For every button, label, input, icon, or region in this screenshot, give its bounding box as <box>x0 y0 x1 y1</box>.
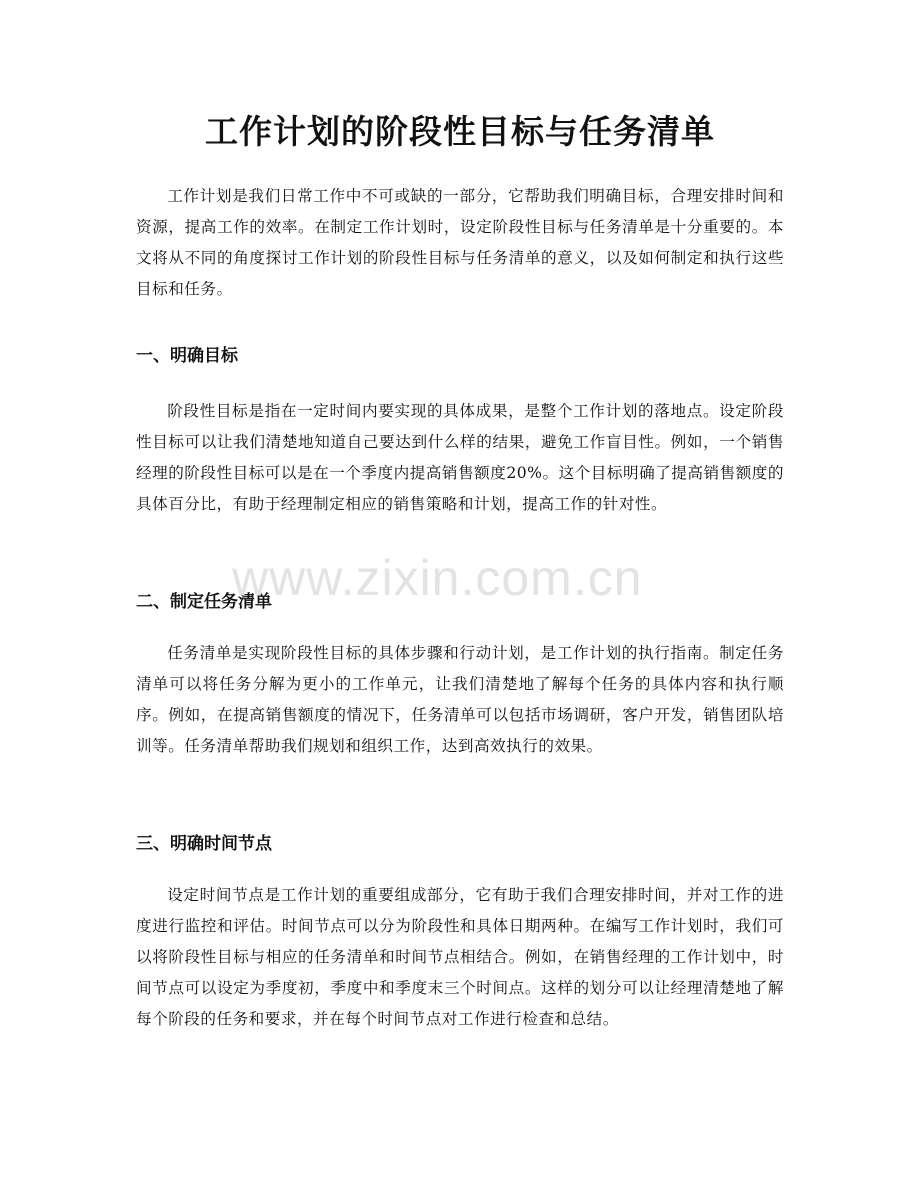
section-body-task-list: 任务清单是实现阶段性目标的具体步骤和行动计划，是工作计划的执行指南。制定任务清单可以将任务分解为更小的工作单元，让我们清楚地了解每个任务的具体内容和执行顺序。例如，在提高销售额度的情况下，任务清单可以包括市场调研，客户开发，销售团队培训等。任务清单帮助我们规划和组织工作，达到高效执行的效果。 <box>136 644 784 755</box>
intro-paragraph: 工作计划是我们日常工作中不可或缺的一部分，它帮助我们明确目标，合理安排时间和资源，提高工作的效率。在制定工作计划时，设定阶段性目标与任务清单是十分重要的。本文将从不同的角度探讨工作计划的阶段性目标与任务清单的意义，以及如何制定和执行这些目标和任务。 <box>136 187 784 298</box>
section-heading-time-nodes: 三、明确时间节点 <box>136 834 272 854</box>
document-title: 工作计划的阶段性目标与任务清单 <box>205 112 715 151</box>
section-heading-goals: 一、明确目标 <box>136 346 238 366</box>
section-body-goals: 阶段性目标是指在一定时间内要实现的具体成果，是整个工作计划的落地点。设定阶段性目标可以让我们清楚地知道自己要达到什么样的结果，避免工作盲目性。例如，一个销售经理的阶段性目标可以是在一个季度内提高销售额度20%。这个目标明确了提高销售额度的具体百分比，有助于经理制定相应的销售策略和计划，提高工作的针对性。 <box>136 402 784 513</box>
section-heading-task-list: 二、制定任务清单 <box>136 592 272 612</box>
watermark: www.zixin.com.cn <box>232 550 643 606</box>
section-body-time-nodes: 设定时间节点是工作计划的重要组成部分，它有助于我们合理安排时间，并对工作的进度进行监控和评估。时间节点可以分为阶段性和具体日期两种。在编写工作计划时，我们可以将阶段性目标与相应的任务清单和时间节点相结合。例如，在销售经理的工作计划中，时间节点可以设定为季度初，季度中和季度末三个时间点。这样的划分可以让经理清楚地了解每个阶段的任务和要求，并在每个时间节点对工作进行检查和总结。 <box>136 886 784 1028</box>
